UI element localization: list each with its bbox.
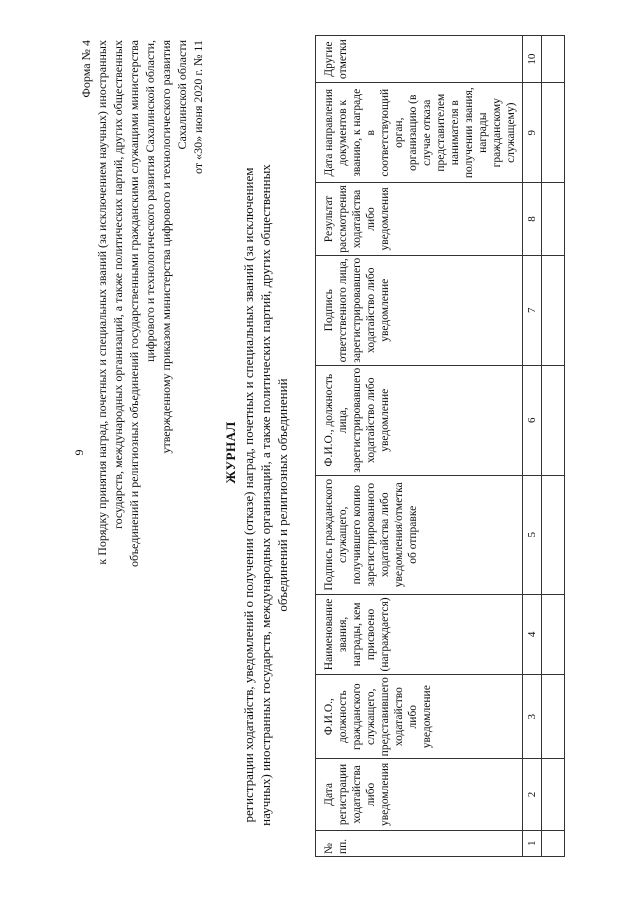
column-number: 4 [523,594,542,674]
table-cell [542,36,565,83]
column-number: 2 [523,759,542,830]
form-number: Форма № 4 [79,40,93,98]
journal-table [315,35,565,857]
table-cell [542,83,565,183]
header-line: государств, международных организаций, а также политических партий, других общественных [111,40,125,529]
header-line: объединений и религиозных объединений государственными гражданскими служащими министерства [127,40,141,567]
column-number: 5 [523,475,542,594]
table-cell [542,759,565,830]
table-cell [542,830,565,856]
column-header: Результат рассмотрения ходатайства либо уведомления [316,183,523,256]
column-header: Подпись гражданского служащего, получившего копию зарегистрированного ходатайства либо уведомления/отметка об отправке [316,475,523,594]
header-line: от «30» июня 2020 г. № 11 [191,40,205,174]
column-number: 10 [523,36,542,83]
table-cell [542,594,565,674]
column-header: Ф.И.О., должность лица, зарегистрировавшего ходатайство либо уведомление [316,365,523,475]
table-row [542,36,565,857]
subtitle-line: регистрации ходатайств, уведомлений о получении (отказе) наград, почетных и специальных званий (за исключением [241,167,256,823]
table-cell [542,675,565,759]
column-number: 7 [523,255,542,365]
table-cell [542,475,565,594]
column-number: 1 [523,830,542,856]
table-cell [542,255,565,365]
form-header [78,40,206,585]
column-number: 6 [523,365,542,475]
column-number: 9 [523,83,542,183]
column-header: Дата направления документов к званию, к награде в соответствующий орган, организацию (в случае отказа представителем нанимателя в получении звания, награды гражданскому служащему) [316,83,523,183]
column-number-row [523,36,542,857]
column-number: 8 [523,183,542,256]
column-header: Дата регистрации ходатайства либо уведомления [316,759,523,830]
column-number: 3 [523,675,542,759]
table-cell [542,183,565,256]
header-line: утвержденному приказом министерства цифрового и технологического развития [159,40,173,454]
header-row [316,36,523,857]
column-header: Наименование звания, награды, кем присвоено (награждается) [316,594,523,674]
table-cell [542,365,565,475]
header-line: цифрового и технологического развития Сахалинской области, [143,40,157,362]
journal-subtitle [240,105,291,885]
column-header: № пп. [316,830,523,856]
header-line: Сахалинской области [175,40,189,150]
column-header: Другие отметки [316,36,523,83]
page-number: 9 [72,449,86,456]
subtitle-line: объединений и религиозных объединений [275,378,290,612]
journal-title: ЖУРНАЛ [223,421,238,484]
column-header: Ф.И.О., должность гражданского служащего, представившего ходатайство либо уведомление [316,675,523,759]
subtitle-line: научных) иностранных государств, международных организаций, а также политических партий, других общественных [258,164,273,826]
header-line: к Порядку принятия наград, почетных и специальных званий (за исключением научных) иностранных [95,40,109,565]
column-header: Подпись ответственного лица, зарегистрировавшего ходатайство либо уведомление [316,255,523,365]
